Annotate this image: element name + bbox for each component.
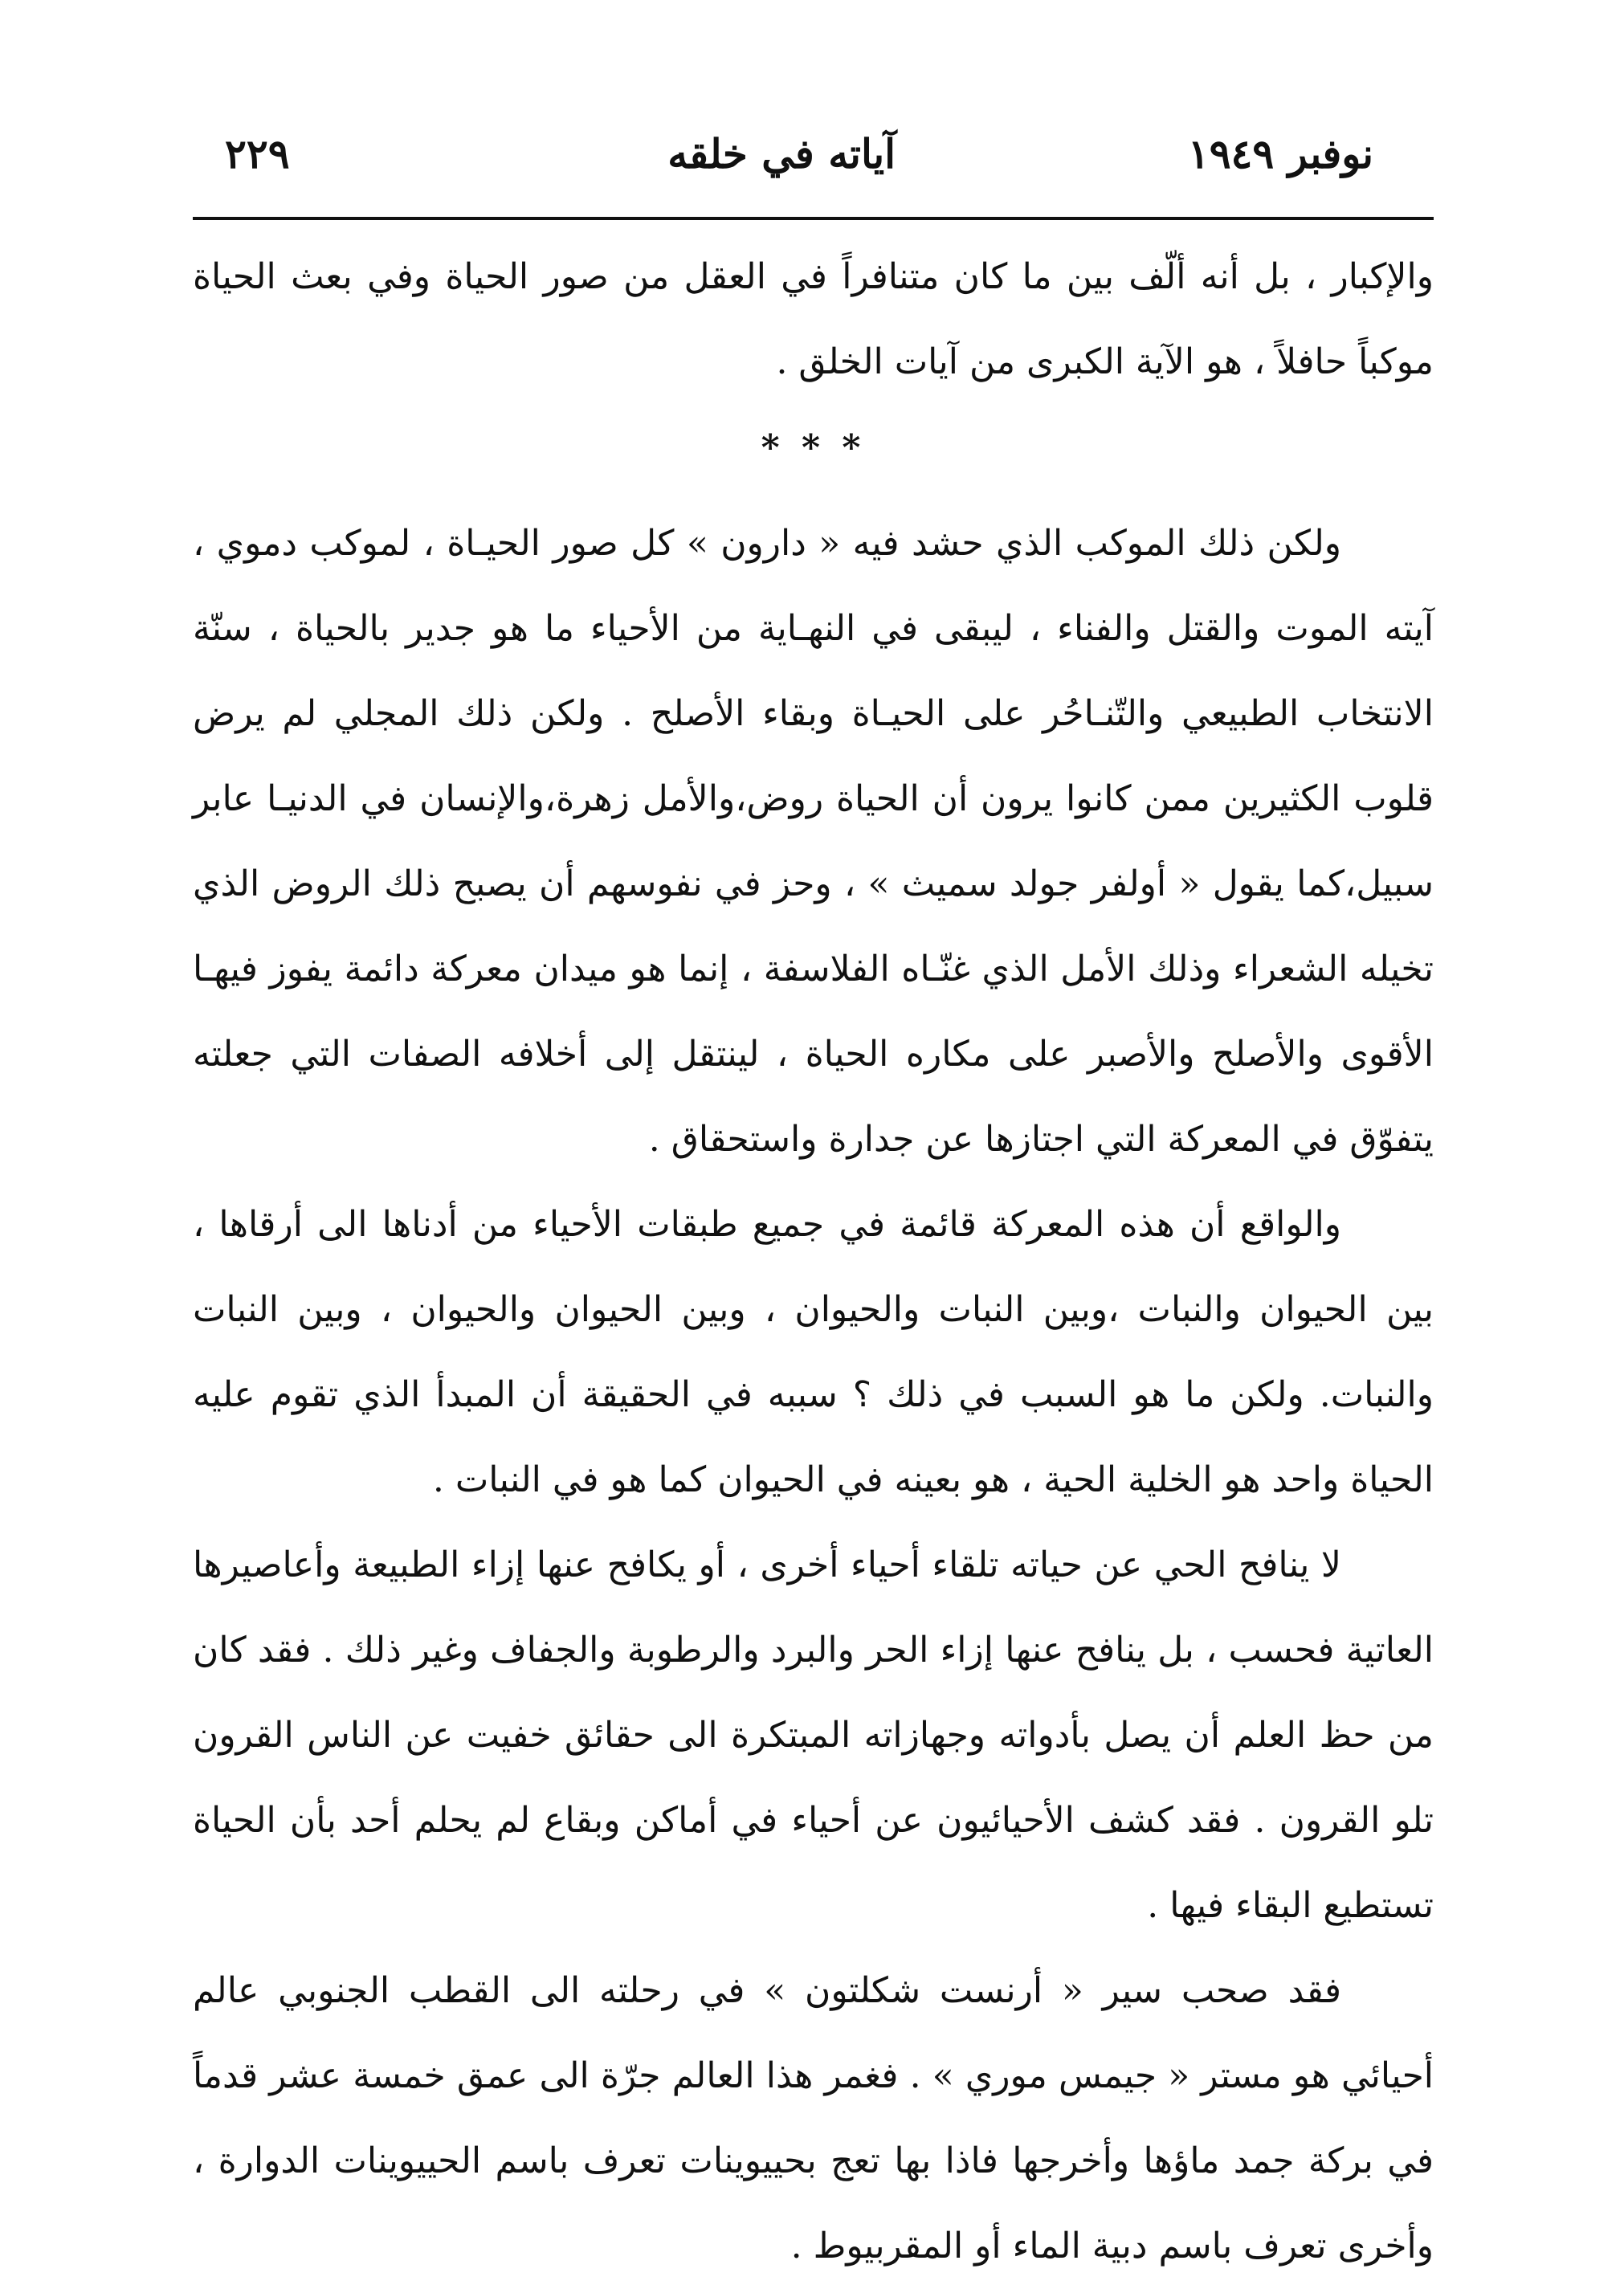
page-header [193,130,1373,194]
paragraph-darwin: ولكن ذلك الموكب الذي حشد فيه « دارون » كل صور الحيـاة ، لموكب دموي ، آيته الموت والقتل والفناء ، ليبقى في النهـاية من الأحياء ما هو جدير بالحياة ، سنّة الانتخاب الطبيعي والتّنـاحُر على الحيـاة وبقاء الأصلح . ولكن ذلك المجلي لم يرض قلوب الكثيرين ممن كانوا يرون أن الحياة روض،والأمل زهرة،والإنسان في الدنيـا عابر سبيل،كما يقول « أولفر جولد سميث » ، وحز في نفوسهم أن يصبح ذلك الروض الذي تخيله الشعراء وذلك الأمل الذي غنّـاه الفلاسفة ، إنما هو ميدان معركة دائمة يفوز فيهـا الأقوى والأصلح والأصبر على مكاره الحياة ، لينتقل إلى أخلافه الصفات التي جعلته يتفوّق في المعركة التي اجتازها عن جدارة واستحقاق . [193,523,1434,1160]
paragraph-struggle: لا ينافح الحي عن حياته تلقاء أحياء أخرى ، أو يكافح عنها إزاء الطبيعة وأعاصيرها العاتية فحسب ، بل ينافح عنها إزاء الحر والبرد والرطوبة والجفاف وغير ذلك . فقد كان من حظ العلم أن يصل بأدواته وجهازاته المبتكرة الى حقائق خفيت عن الناس القرون تلو القرون . فقد كشف الأحيائيون عن أحياء في أماكن وبقاع لم يحلم أحد بأن الحياة تستطيع البقاء فيها . [193,1544,1434,1926]
paragraph-battle: والواقع أن هذه المعركة قائمة في جميع طبقات الأحياء من أدناها الى أرقاها ، بين الحيوان والنبات ،وبين النبات والحيوان ، وبين الحيوان والحيوان ، وبين النبات والنبات. ولكن ما هو السبب في ذلك ؟ سببه في الحقيقة أن المبدأ الذي تقوم عليه الحياة واحد هو الخلية الحية ، هو بعينه في الحيوان كما هو في النبات . [193,1204,1434,1500]
article-body [193,235,1434,2289]
paragraph-continuation: والإكبار ، بل أنه ألّف بين ما كان متنافراً في العقل من صور الحياة وفي بعث الحياة موكباً حافلاً ، هو الآية الكبرى من آيات الخلق . [193,256,1434,382]
paragraph-shackleton: فقد صحب سير « أرنست شكلتون » في رحلته الى القطب الجنوبي عالم أحيائي هو مستر « جيمس موري » . فغمر هذا العالم جرّة الى عمق خمسة عشر قدماً في بركة جمد ماؤها وأخرجها فاذا بها تعج بحييوينات تعرف باسم الحييوينات الدوارة ، وأخرى تعرف باسم دبية الماء أو المقربيوط . [193,1970,1434,2267]
section-divider: * * * [761,427,866,468]
header-rule [193,217,1434,220]
page-number: ٢٢٩ [225,130,290,177]
header-title: آياته في خلقه [667,130,896,177]
header-date: نوفبر ١٩٤٩ [1187,130,1373,177]
